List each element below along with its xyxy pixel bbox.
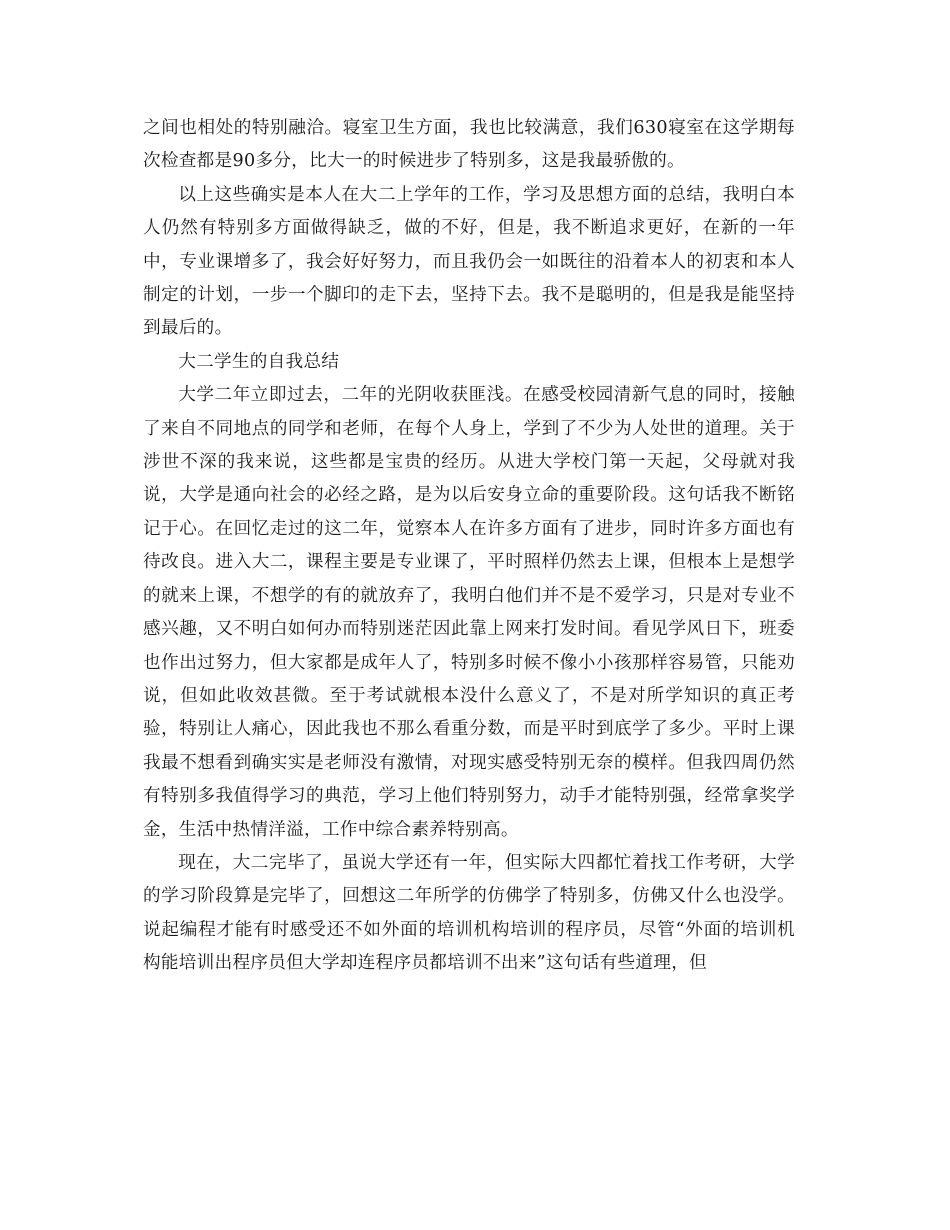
document-body <box>143 112 795 981</box>
paragraph-sophomore-end: 现在，大二完毕了，虽说大学还有一年，但实际大四都忙着找工作考研，大学的学习阶段算是完毕了，回想这二年所学的仿佛学了特别多，仿佛又什么也没学。说起编程才能有时感受还不如外面的培训机构培训的程序员，尽管“外面的培训机构能培训出程序员但大学却连程序员都培训不出来”这句话有些道理，但 <box>143 852 795 974</box>
paragraph-two-years-reflection: 大学二年立即过去，二年的光阴收获匪浅。在感受校园清新气息的同时，接触了来自不同地点的同学和老师，在每个人身上，学到了不少为人处世的道理。关于涉世不深的我来说，这些都是宝贵的经历。从进大学校门第一天起，父母就对我说，大学是通向社会的必经之路，是为以后安身立命的重要阶段。这句话我不断铭记于心。在回忆走过的这二年，觉察本人在许多方面有了进步，同时许多方面也有待改良。进入大二，课程主要是专业课了，平时照样仍然去上课，但根本上是想学的就来上课，不想学的有的就放弃了，我明白他们并不是不爱学习，只是对专业不感兴趣，又不明白如何办而特别迷茫因此靠上网来打发时间。看见学风日下，班委也作出过努力，但大家都是成年人了，特别多时候不像小小孩那样容易管，只能劝说，但如此收效甚微。至于考试就根本没什么意义了，不是对所学知识的真正考验，特别让人痛心，因此我也不那么看重分数，而是平时到底学了多少。平时上课我最不想看到确实实是老师没有激情，对现实感受特别无奈的模样。但我四周仍然有特别多我值得学习的典范，学习上他们特别努力，动手才能特别强，经常拿奖学金，生活中热情洋溢，工作中综合素养特别高。 <box>143 385 795 840</box>
paragraph-semester-summary: 以上这些确实是本人在大二上学年的工作，学习及思想方面的总结，我明白本人仍然有特别多方面做得缺乏，做的不好，但是，我不断追求更好，在新的一年中，专业课增多了，我会好好努力，而且我仍会一如既往的沿着本人的初衷和本人制定的计划，一步一个脚印的走下去，坚持下去。我不是聪明的，但是我是能坚持到最后的。 <box>143 184 795 339</box>
section-heading: 大二学生的自我总结 <box>178 351 340 372</box>
paragraph-dorm-summary: 之间也相处的特别融洽。寝室卫生方面，我也比较满意，我们630寝室在这学期每次检查都是90多分，比大一的时候进步了特别多，这是我最骄傲的。 <box>143 118 795 172</box>
